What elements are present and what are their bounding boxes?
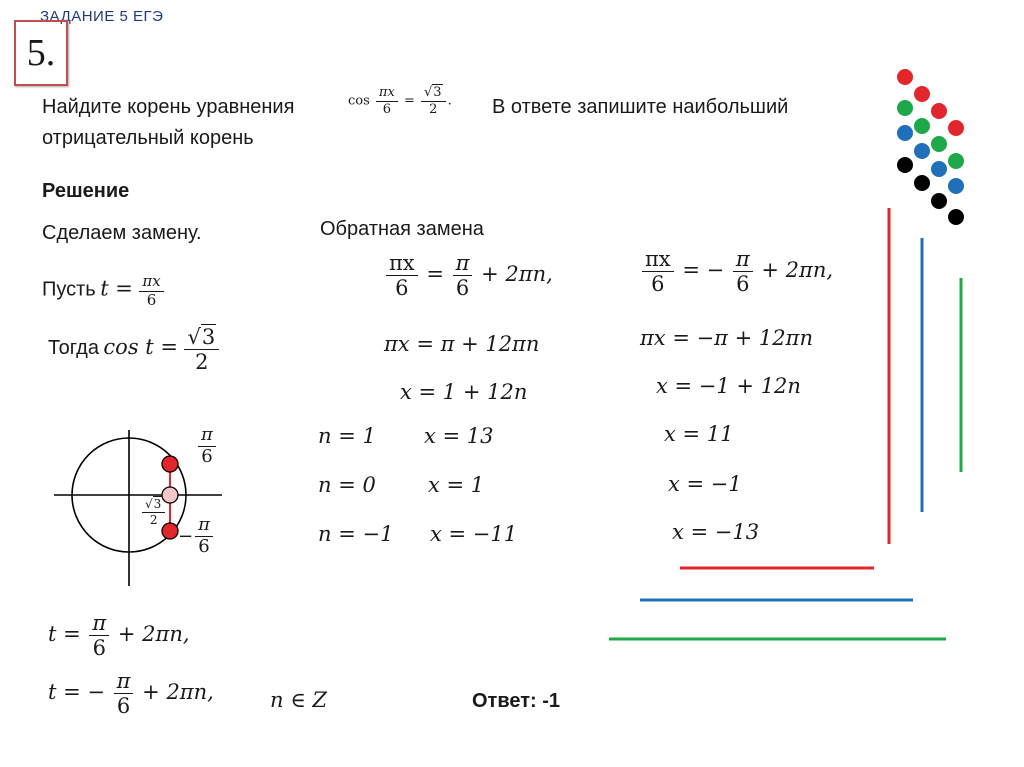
substitution-text: Сделаем замену. bbox=[42, 222, 202, 244]
gs2-rest: + 2πn, bbox=[142, 680, 214, 705]
rr-eq1-rest: + 2πn, bbox=[761, 258, 834, 283]
task-number-box bbox=[14, 20, 68, 86]
left-row-x-2: x = 1 bbox=[428, 473, 485, 497]
eq-frac-pix6 bbox=[376, 86, 398, 116]
reverse-left-eq3: x = 1 + 12n bbox=[400, 380, 528, 404]
eq-sign: = bbox=[403, 93, 415, 109]
dot-green bbox=[948, 153, 964, 169]
solution-heading: Решение bbox=[42, 180, 130, 202]
rl-eq1-den: 6 bbox=[395, 276, 409, 301]
gs1-den: 6 bbox=[92, 636, 106, 661]
left-row-x-3: x = −11 bbox=[430, 522, 518, 546]
dot-green bbox=[914, 118, 930, 134]
reverse-right-eq2: πx = −π + 12πn bbox=[640, 326, 813, 350]
rl-eq1-rden: 6 bbox=[455, 276, 470, 301]
label-pi-6-frac bbox=[198, 426, 216, 467]
point-pi-6 bbox=[162, 456, 178, 472]
decorative-lines bbox=[600, 200, 970, 650]
dot-green bbox=[897, 100, 913, 116]
gs1-lhs: t = bbox=[48, 622, 81, 647]
gs2-frac bbox=[114, 670, 134, 717]
dot-red bbox=[948, 120, 964, 136]
eq-sqrt-value: 3 bbox=[433, 85, 442, 100]
dot-black bbox=[897, 157, 913, 173]
dot-blue bbox=[897, 125, 913, 141]
left-row-n-2: n = 0 bbox=[318, 473, 376, 497]
label-pi-6-num: π bbox=[198, 426, 216, 447]
right-row-1: x = 11 bbox=[664, 422, 734, 446]
then-frac bbox=[184, 326, 219, 373]
reverse-heading: Обратная замена bbox=[320, 218, 484, 240]
general-solution-2 bbox=[48, 670, 214, 717]
label-sqrt3-2 bbox=[140, 498, 167, 526]
then-line bbox=[48, 326, 221, 373]
eq-cos: cos bbox=[348, 93, 370, 109]
then-lhs: cos t = bbox=[103, 334, 178, 359]
right-row-2: x = −1 bbox=[668, 472, 742, 496]
rr-eq1-rden: 6 bbox=[736, 272, 750, 297]
label-sqrt3-2-den: 2 bbox=[149, 512, 158, 527]
reverse-left-eq1 bbox=[384, 252, 553, 299]
right-row-3: x = −13 bbox=[672, 520, 760, 544]
then-sqrt-value: 3 bbox=[201, 325, 216, 349]
then-num: √3 bbox=[184, 326, 219, 350]
eq-sqrt-num: √3 bbox=[421, 86, 446, 102]
reverse-left-eq2: πx = π + 12πn bbox=[384, 332, 540, 356]
problem-equation bbox=[348, 86, 452, 116]
label-sqrt3-2-num: √3 bbox=[142, 498, 165, 513]
let-num: πx bbox=[139, 274, 163, 292]
rl-eq1-mid: = bbox=[426, 262, 444, 287]
eq-period: . bbox=[447, 93, 452, 109]
rr-eq1-mid: = − bbox=[682, 258, 725, 283]
left-row-n-3: n = −1 bbox=[318, 522, 394, 546]
left-row-x-1: x = 13 bbox=[424, 424, 494, 448]
gs1-frac bbox=[89, 612, 109, 659]
label-sqrt3-value: 3 bbox=[153, 497, 162, 511]
eq-den: 6 bbox=[382, 101, 391, 117]
let-den: 6 bbox=[146, 290, 157, 309]
dot-red bbox=[914, 86, 930, 102]
gs2-num: π bbox=[114, 670, 134, 694]
label-pi-6-den: 6 bbox=[201, 445, 213, 467]
gs2-lhs: t = − bbox=[48, 680, 105, 705]
n-in-z: n ∈ Z bbox=[270, 688, 328, 712]
gs1-rest: + 2πn, bbox=[117, 622, 190, 647]
let-lhs: t = bbox=[100, 276, 133, 301]
rl-eq1-frac-left bbox=[386, 252, 418, 299]
rl-eq1-rest: + 2πn, bbox=[481, 262, 553, 287]
problem-line-2: отрицательный корень bbox=[42, 127, 254, 149]
rr-eq1-rnum: π bbox=[733, 248, 753, 272]
rr-eq1-num: πx bbox=[642, 248, 674, 272]
rl-eq1-frac-right bbox=[453, 252, 473, 299]
slide-header: ЗАДАНИЕ 5 ЕГЭ bbox=[40, 8, 164, 25]
dot-blue bbox=[914, 143, 930, 159]
dot-red bbox=[931, 103, 947, 119]
dot-blue bbox=[948, 178, 964, 194]
problem-line-1-start: Найдите корень уравнения bbox=[42, 96, 295, 118]
eq-frac-sqrt3-2 bbox=[421, 86, 446, 116]
rl-eq1-rnum: π bbox=[453, 252, 473, 276]
then-den: 2 bbox=[195, 350, 209, 375]
general-solution-1 bbox=[48, 612, 190, 659]
let-label: Пусть bbox=[42, 278, 96, 301]
dot-red bbox=[897, 69, 913, 85]
eq-den-2: 2 bbox=[429, 101, 438, 117]
task-number: 5. bbox=[26, 32, 56, 74]
rr-eq1-den: 6 bbox=[651, 272, 665, 297]
dot-blue bbox=[931, 161, 947, 177]
label-sqrt3-2-frac bbox=[142, 498, 165, 526]
then-label: Тогда bbox=[48, 336, 99, 359]
dot-black bbox=[914, 175, 930, 191]
let-line bbox=[42, 274, 166, 309]
answer: Ответ: -1 bbox=[472, 690, 561, 712]
problem-line-1-end: В ответе запишите наибольший bbox=[492, 96, 789, 118]
label-minus-pi-6 bbox=[178, 516, 215, 557]
eq-num: πx bbox=[376, 86, 398, 102]
gs2-den: 6 bbox=[116, 694, 131, 719]
label-minus-pi-6-den: 6 bbox=[198, 535, 210, 557]
label-minus-pi-6-num: π bbox=[195, 516, 213, 537]
label-minus-pi-6-frac bbox=[195, 516, 213, 557]
reverse-right-eq3: x = −1 + 12n bbox=[656, 374, 801, 398]
dot-green bbox=[931, 136, 947, 152]
let-frac bbox=[139, 274, 163, 309]
label-pi-6 bbox=[196, 426, 218, 467]
rl-eq1-num: πx bbox=[386, 252, 418, 276]
gs1-num: π bbox=[89, 612, 109, 636]
left-row-n-1: n = 1 bbox=[318, 424, 376, 448]
label-minus-sign: − bbox=[178, 525, 194, 547]
